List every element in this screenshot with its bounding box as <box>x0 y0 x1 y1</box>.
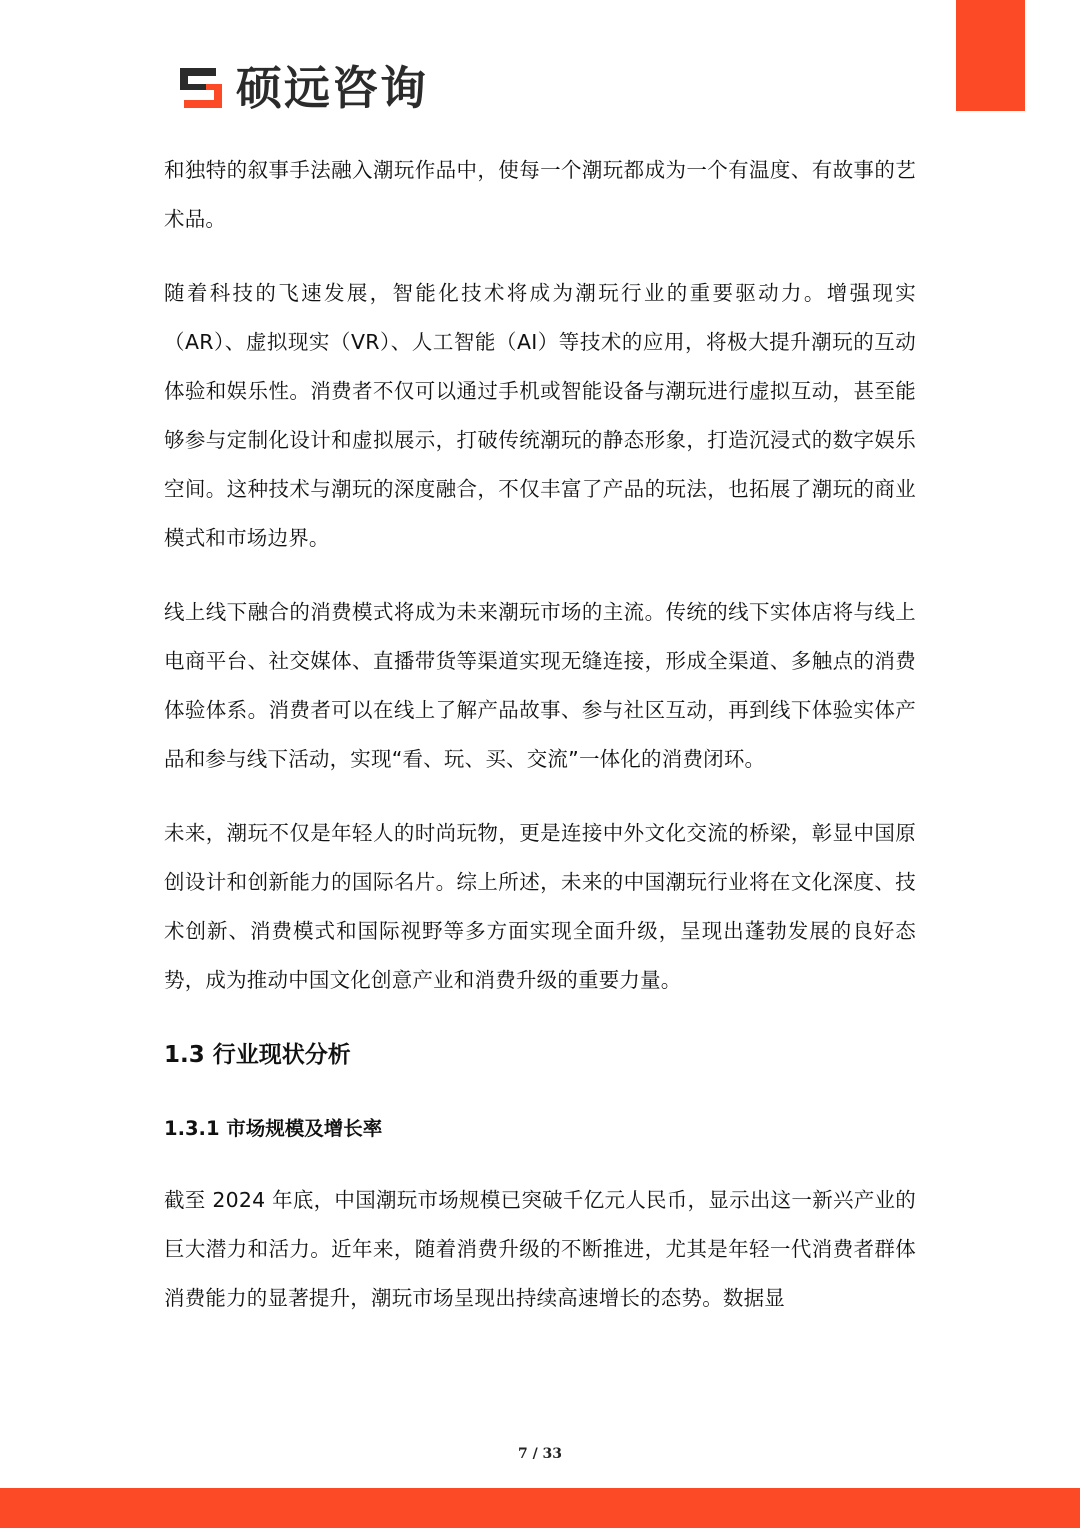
footer-accent-bar <box>0 1488 1080 1528</box>
body-paragraph: 未来，潮玩不仅是年轻人的时尚玩物，更是连接中外文化交流的桥梁，彰显中国原创设计和创新能力的国际名片。综上所述，未来的中国潮玩行业将在文化深度、技术创新、消费模式和国际视野等多方面实现全面升级，呈现出蓬勃发展的良好态势，成为推动中国文化创意产业和消费升级的重要力量。 <box>164 821 916 992</box>
brand-logo <box>176 60 428 116</box>
page-number: 7 / 33 <box>517 1446 563 1462</box>
brand-name: 硕远咨询 <box>236 61 428 115</box>
corner-accent-tab <box>956 0 1025 111</box>
s-square-logo-icon <box>176 63 226 113</box>
document-body <box>164 146 916 1348</box>
subsection-heading: 1.3.1 市场规模及增长率 <box>164 1117 383 1140</box>
body-paragraph: 截至 2024 年底，中国潮玩市场规模已突破千亿元人民币，显示出这一新兴产业的巨大潜力和活力。近年来，随着消费升级的不断推进，尤其是年轻一代消费者群体消费能力的显著提升，潮玩市场呈现出持续高速增长的态势。数据显 <box>164 1188 916 1310</box>
body-paragraph: 随着科技的飞速发展，智能化技术将成为潮玩行业的重要驱动力。增强现实（AR）、虚拟现实（VR）、人工智能（AI）等技术的应用，将极大提升潮玩的互动体验和娱乐性。消费者不仅可以通过手机或智能设备与潮玩进行虚拟互动，甚至能够参与定制化设计和虚拟展示，打破传统潮玩的静态形象，打造沉浸式的数字娱乐空间。这种技术与潮玩的深度融合，不仅丰富了产品的玩法，也拓展了潮玩的商业模式和市场边界。 <box>164 281 916 550</box>
section-heading: 1.3 行业现状分析 <box>164 1042 351 1068</box>
body-paragraph: 和独特的叙事手法融入潮玩作品中，使每一个潮玩都成为一个有温度、有故事的艺术品。 <box>164 158 916 231</box>
body-paragraph: 线上线下融合的消费模式将成为未来潮玩市场的主流。传统的线下实体店将与线上电商平台、社交媒体、直播带货等渠道实现无缝连接，形成全渠道、多触点的消费体验体系。消费者可以在线上了解产品故事、参与社区互动，再到线下体验实体产品和参与线下活动，实现“看、玩、买、交流”一体化的消费闭环。 <box>164 600 916 771</box>
